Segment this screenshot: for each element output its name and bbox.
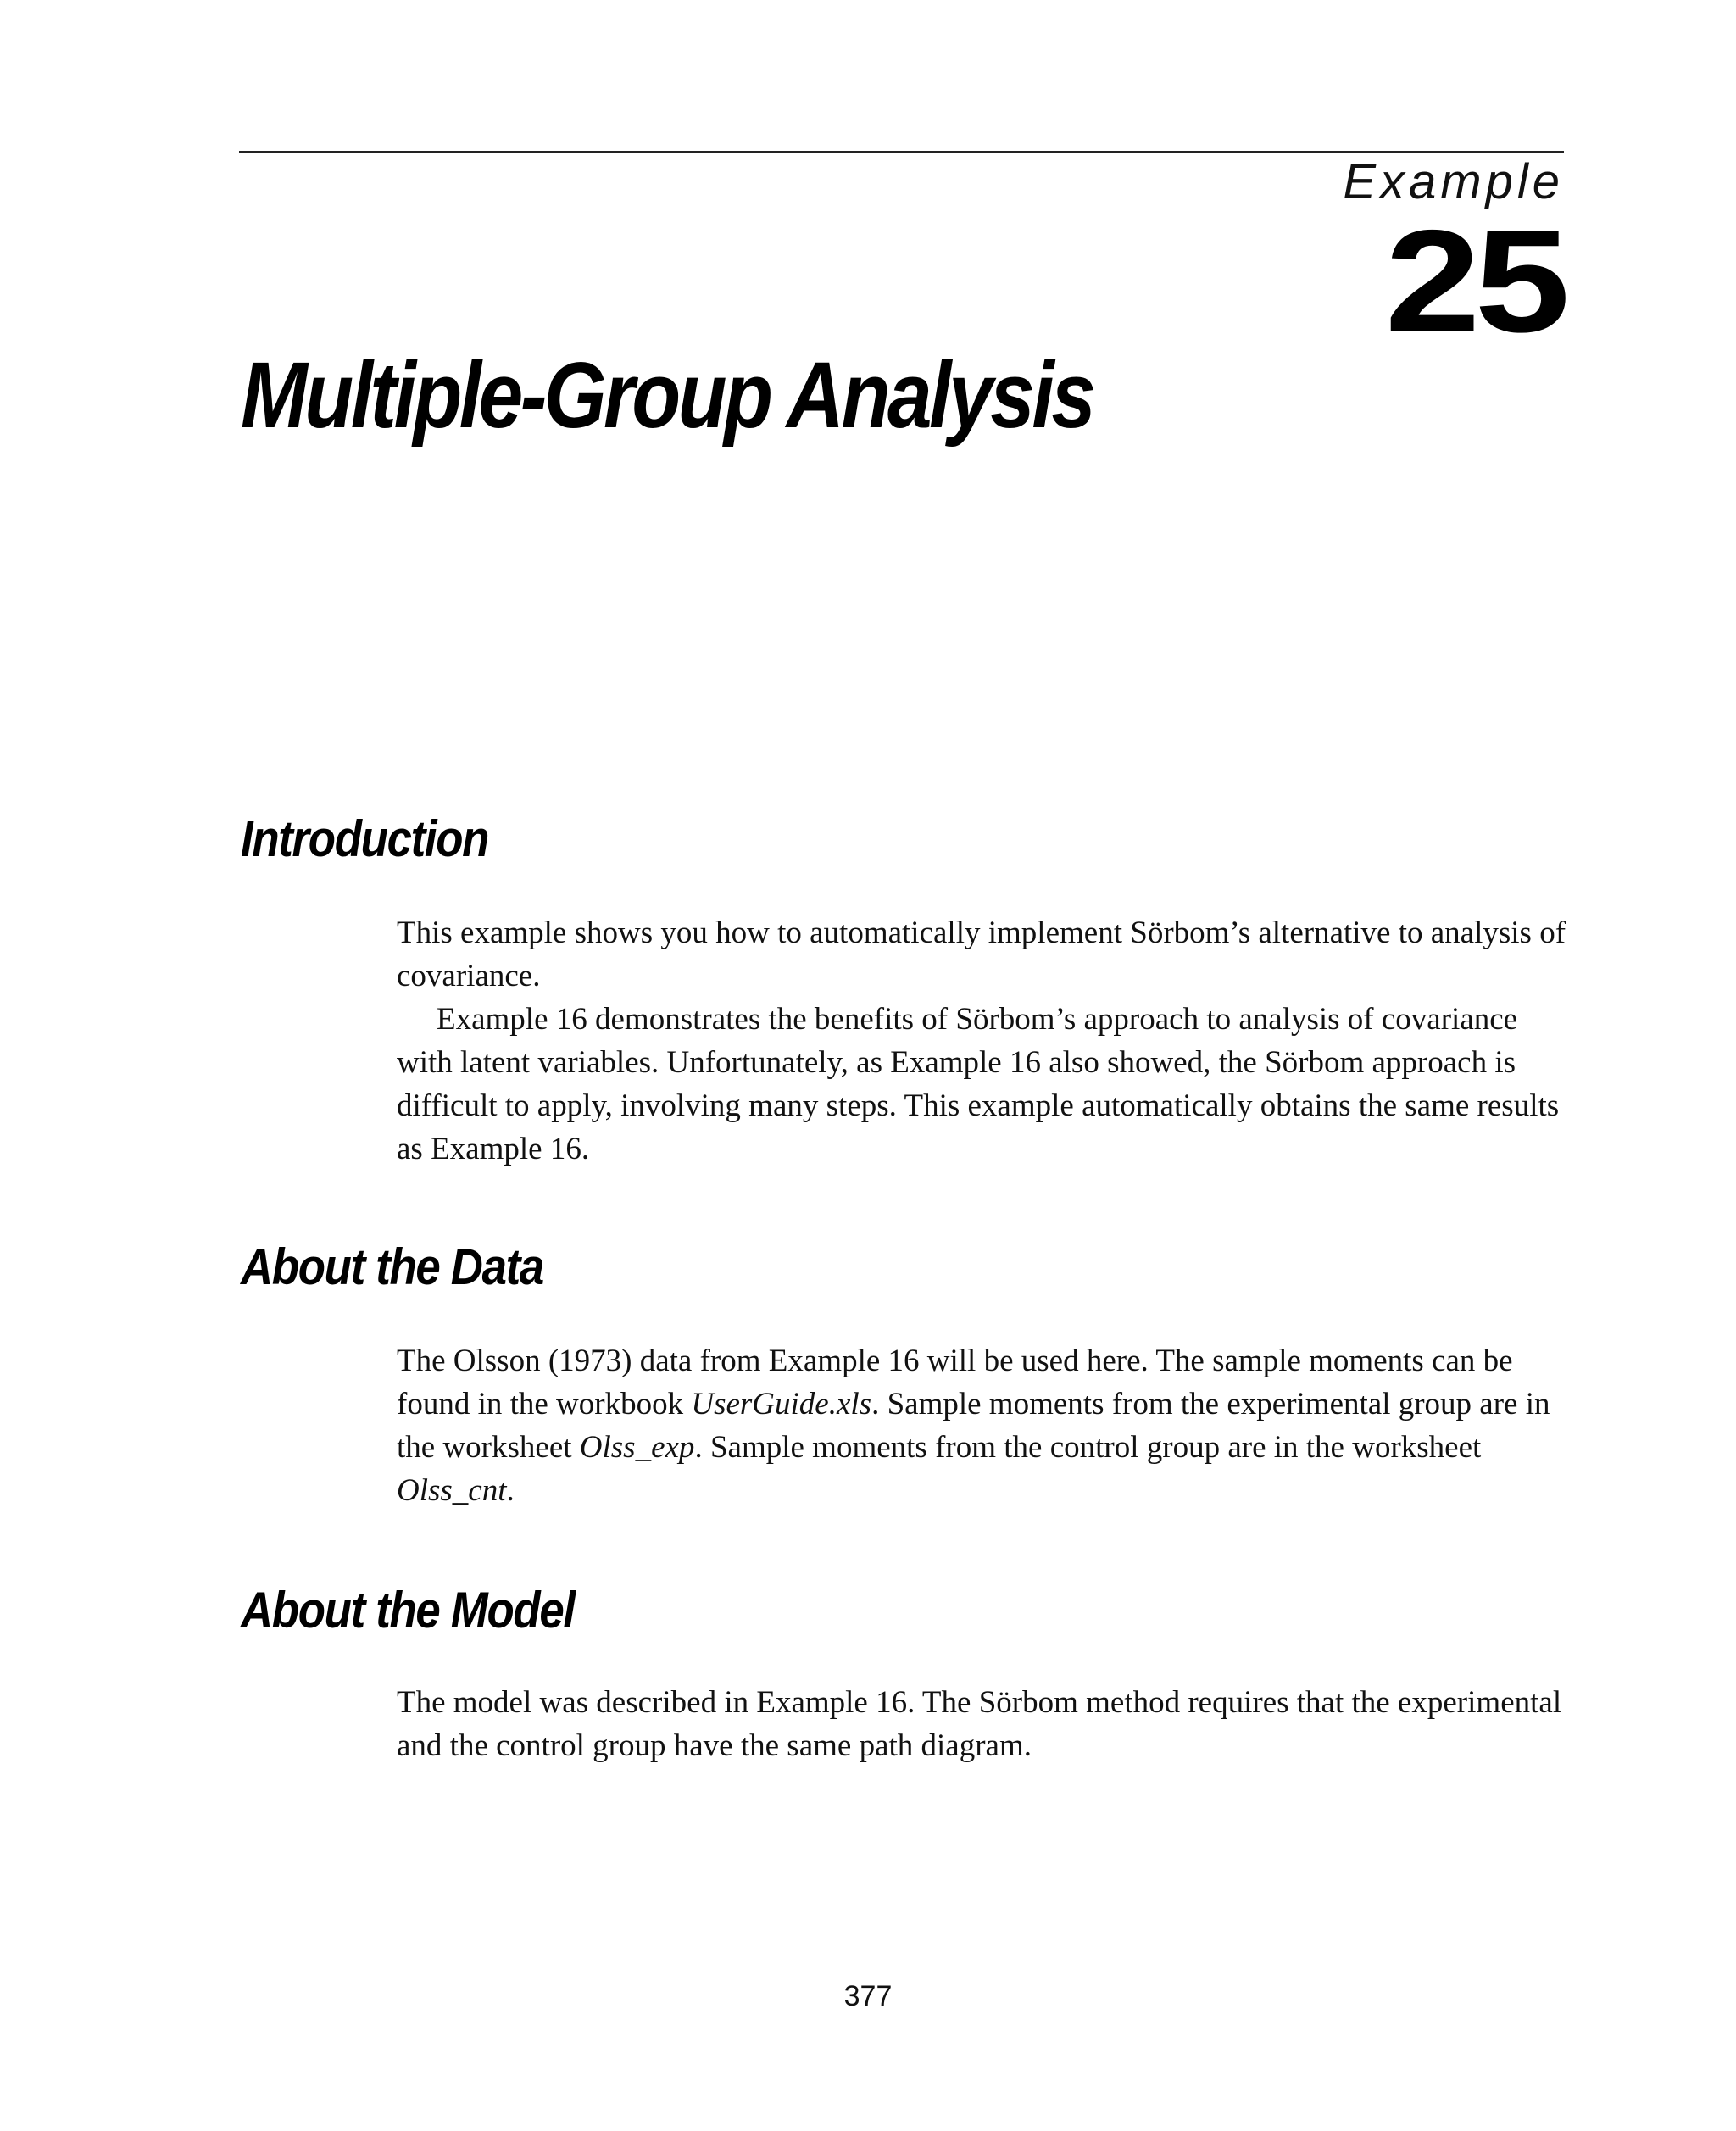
about-data-text-2: . Sample moments from the experimental group are in the worksheet <box>397 1387 1550 1465</box>
introduction-body <box>397 911 1575 1171</box>
about-data-text-4: . <box>506 1473 515 1508</box>
about-data-text-1: The Olsson (1973) data from Example 16 will be used here. The sample moments can be found in the workbook <box>397 1344 1513 1422</box>
section-heading-about-data: About the Data <box>241 1238 543 1295</box>
about-data-body <box>397 1339 1575 1512</box>
workbook-filename: UserGuide.xls <box>691 1387 872 1422</box>
example-number: 25 <box>1384 200 1564 363</box>
about-model-body <box>397 1681 1575 1767</box>
worksheet-exp-name: Olss_exp <box>579 1430 695 1465</box>
introduction-paragraph-1: This example shows you how to automatically implement Sörbom’s alternative to analysis of covariance. <box>397 915 1566 993</box>
about-data-paragraph <box>397 1339 1575 1512</box>
header-rule <box>239 151 1564 153</box>
chapter-title: Multiple-Group Analysis <box>241 343 1093 448</box>
about-model-paragraph: The model was described in Example 16. The Sörbom method requires that the experimental and the control group have the same path diagram. <box>397 1685 1562 1763</box>
section-heading-about-model: About the Model <box>241 1582 575 1639</box>
worksheet-cnt-name: Olss_cnt <box>397 1473 507 1508</box>
section-heading-introduction: Introduction <box>241 810 489 867</box>
introduction-paragraph-2: Example 16 demonstrates the benefits of Sörbom’s approach to analysis of covariance with latent variables. Unfortunately, as Example 16 also showed, the Sörbom approach is difficult to apply, involving many steps. This example automatically obtains the same results as Example 16. <box>397 1002 1560 1166</box>
about-data-text-3: . Sample moments from the control group are in the worksheet <box>694 1430 1482 1465</box>
example-label: Example <box>1343 154 1564 209</box>
page-number: 377 <box>843 1980 893 2012</box>
